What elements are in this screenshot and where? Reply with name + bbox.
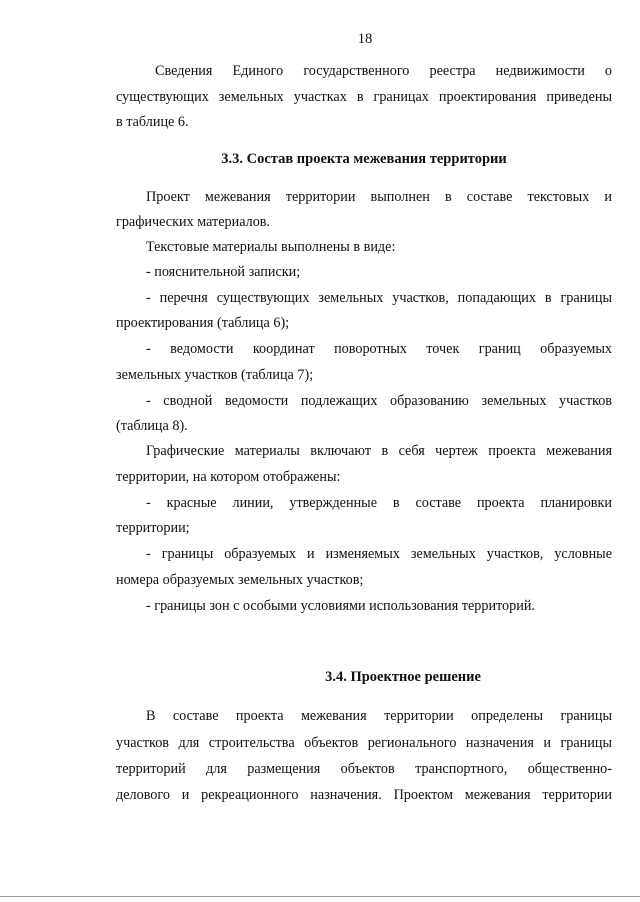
section-3-4-heading: 3.4. Проектное решение xyxy=(325,669,481,685)
s33-line-8: земельных участков (таблица 7); xyxy=(116,367,314,383)
s33-line-5: - перечня существующих земельных участков, попадающих в границы xyxy=(146,290,612,306)
s34-line-2: участков для строительства объектов регионального назначения и границы xyxy=(116,735,612,751)
footer-rule xyxy=(0,896,640,897)
s34-line-1: В составе проекта межевания территории определены границы xyxy=(146,708,612,724)
s33-line-17: - границы зон с особыми условиями использования территорий. xyxy=(146,598,535,614)
s33-line-15: - границы образуемых и изменяемых земельных участков, условные xyxy=(146,546,612,562)
s33-line-7: - ведомости координат поворотных точек границ образуемых xyxy=(146,341,612,357)
s33-line-14: территории; xyxy=(116,520,190,536)
intro-line-2: существующих земельных участках в границах проектирования приведены xyxy=(116,89,612,105)
section-3-3-heading: 3.3. Состав проекта межевания территории xyxy=(221,151,507,167)
s34-line-3: территорий для размещения объектов транспортного, общественно- xyxy=(116,761,612,777)
s33-line-13: - красные линии, утвержденные в составе проекта планировки xyxy=(146,495,612,511)
s33-line-12: территории, на котором отображены: xyxy=(116,469,341,485)
s33-line-2: графических материалов. xyxy=(116,214,271,230)
s33-line-1: Проект межевания территории выполнен в составе текстовых и xyxy=(146,189,612,205)
s33-line-11: Графические материалы включают в себя чертеж проекта межевания xyxy=(146,443,612,459)
intro-line-3: в таблице 6. xyxy=(116,114,189,130)
intro-line-1: Сведения Единого государственного реестра недвижимости о xyxy=(155,63,612,79)
s33-line-10: (таблица 8). xyxy=(116,418,188,434)
s33-line-4: - пояснительной записки; xyxy=(146,264,301,280)
page-number: 18 xyxy=(357,31,373,47)
s33-line-9: - сводной ведомости подлежащих образованию земельных участков xyxy=(146,393,612,409)
s33-line-3: Текстовые материалы выполнены в виде: xyxy=(146,239,396,255)
s34-line-4: делового и рекреационного назначения. Проектом межевания территории xyxy=(116,787,612,803)
s33-line-6: проектирования (таблица 6); xyxy=(116,315,290,331)
s33-line-16: номера образуемых земельных участков; xyxy=(116,572,364,588)
